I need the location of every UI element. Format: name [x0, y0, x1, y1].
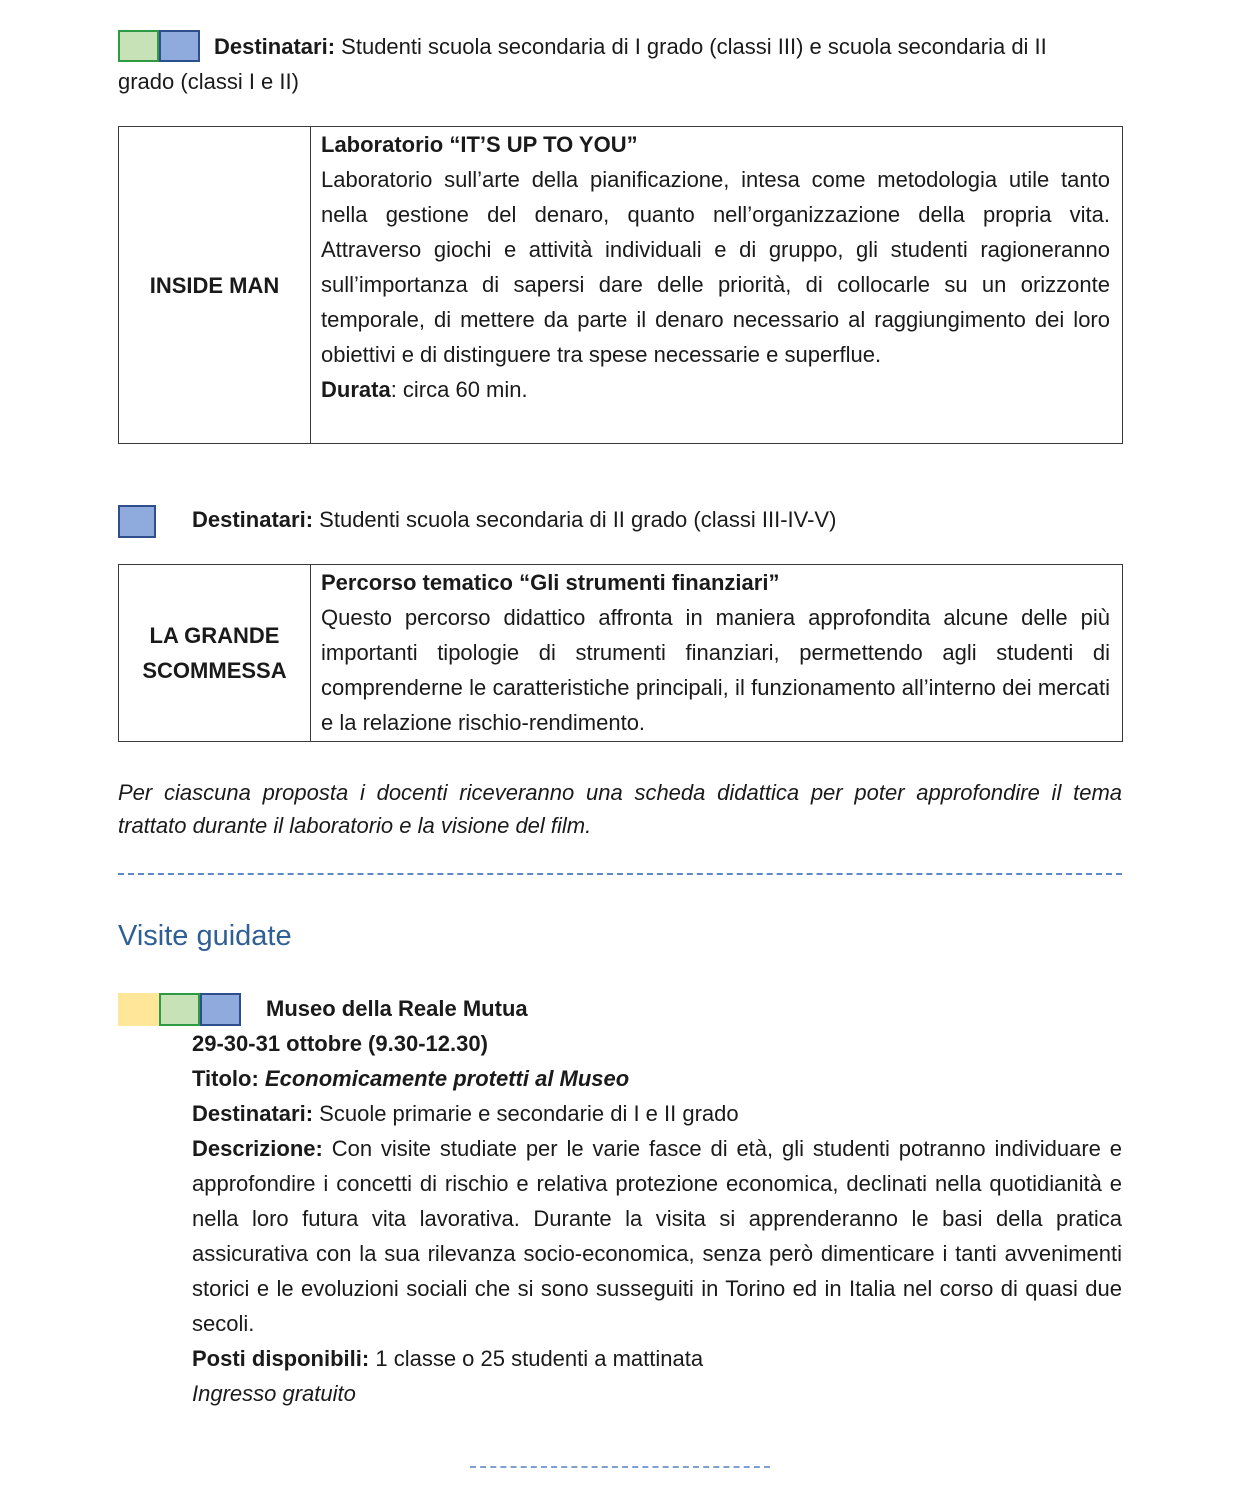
- course-description: Questo percorso didattico affronta in maniera approfondita alcune delle più importanti tipologie di strumenti finanziari, permettendo agli studenti di comprenderne le caratteristiche principali, il funzionamento all’interno dei mercati e la relazione rischio-rendimento.: [321, 605, 1110, 735]
- film-title-inside-man: INSIDE MAN: [119, 127, 311, 443]
- film-title-line-1: LA GRANDE: [149, 623, 280, 648]
- workshop-duration: [321, 372, 1110, 407]
- film-title-la-grande-scommessa: [119, 565, 311, 741]
- film-title-line-2: SCOMMESSA: [142, 658, 287, 683]
- course-title: Percorso tematico “Gli strumenti finanziari”: [321, 570, 780, 595]
- visit-title: [192, 1061, 1122, 1096]
- section2-destinatari-text: Studenti scuola secondaria di II grado (classi III-IV-V): [319, 507, 837, 532]
- workshop-table-inside-man: [118, 126, 1123, 444]
- visit-admission: Ingresso gratuito: [192, 1381, 356, 1406]
- workshop-title: Laboratorio “IT’S UP TO YOU”: [321, 132, 638, 157]
- section1-destinatari-text-1: Studenti scuola secondaria di I grado (classi III) e scuola secondaria di II: [341, 34, 1047, 59]
- section2-destinatari-label: Destinatari:: [192, 507, 314, 532]
- audience-swatch-yellow: [118, 993, 159, 1026]
- duration-value: : circa 60 min.: [390, 377, 528, 402]
- section-divider: [118, 873, 1122, 875]
- workshop-details: [321, 127, 1110, 407]
- section-heading-visite: Visite guidate: [118, 920, 292, 952]
- workshop-table-la-grande-scommessa: [118, 564, 1123, 742]
- audience-swatch-green-3: [159, 993, 200, 1026]
- section2-destinatari: [192, 502, 1122, 537]
- visit-dates: 29-30-31 ottobre (9.30-12.30): [192, 1031, 488, 1056]
- section1-destinatari-cont: [118, 64, 1122, 99]
- visit-description: [192, 1131, 1122, 1341]
- museum-name: Museo della Reale Mutua: [266, 996, 528, 1021]
- visit-details: [192, 1026, 1122, 1411]
- visit-title-label: Titolo:: [192, 1066, 259, 1091]
- footer-divider: [470, 1466, 770, 1468]
- audience-swatch-blue-3: [200, 993, 241, 1026]
- visit-description-value: Con visite studiate per le varie fasce di età, gli studenti potranno individuare e approfondire i concetti di rischio e relativa protezione economica, declinati nella quotidianità e nella loro futura vita lavorativa. Durante la visita si apprenderanno le basi della pratica assicurativa con la sua rilevanza socio-economica, senza però dimenticare i tanti avvenimenti storici e le evoluzioni sociali che si sono susseguiti in Torino ed in Italia nel corso di quasi due secoli.: [192, 1136, 1122, 1336]
- section1-destinatari-label: Destinatari:: [214, 34, 336, 59]
- visit-title-value: Economicamente protetti al Museo: [264, 1066, 630, 1091]
- visit-availability-label: Posti disponibili:: [192, 1346, 370, 1371]
- audience-swatch-blue-2: [118, 505, 156, 538]
- visit-availability-value: 1 classe o 25 studenti a mattinata: [375, 1346, 704, 1371]
- workshop-description: Laboratorio sull’arte della pianificazione, intesa come metodologia utile tanto nella gestione del denaro, quanto nell’organizzazione della propria vita. Attraverso giochi e attività individuali e di gruppo, gli studenti ragioneranno sull’importanza di sapersi dare delle priorità, di collocarle su un orizzonte temporale, di mettere da parte il denaro necessario al raggiungimento dei loro obiettivi e di distinguere tra spese necessarie e superflue.: [321, 167, 1110, 367]
- visit-audience-value: Scuole primarie e secondarie di I e II grado: [319, 1101, 739, 1126]
- course-details: [321, 565, 1110, 740]
- visit-audience-label: Destinatari:: [192, 1101, 314, 1126]
- duration-label: Durata: [321, 377, 391, 402]
- section1-destinatari: [118, 29, 1122, 64]
- section1-destinatari-text-2: grado (classi I e II): [118, 69, 299, 94]
- visit-audience: [192, 1096, 1122, 1131]
- visit-description-label: Descrizione:: [192, 1136, 323, 1161]
- visit-availability: [192, 1341, 1122, 1376]
- teacher-note: Per ciascuna proposta i docenti riceveranno una scheda didattica per poter approfondire il tema trattato durante il laboratorio e la visione del film.: [118, 780, 1122, 838]
